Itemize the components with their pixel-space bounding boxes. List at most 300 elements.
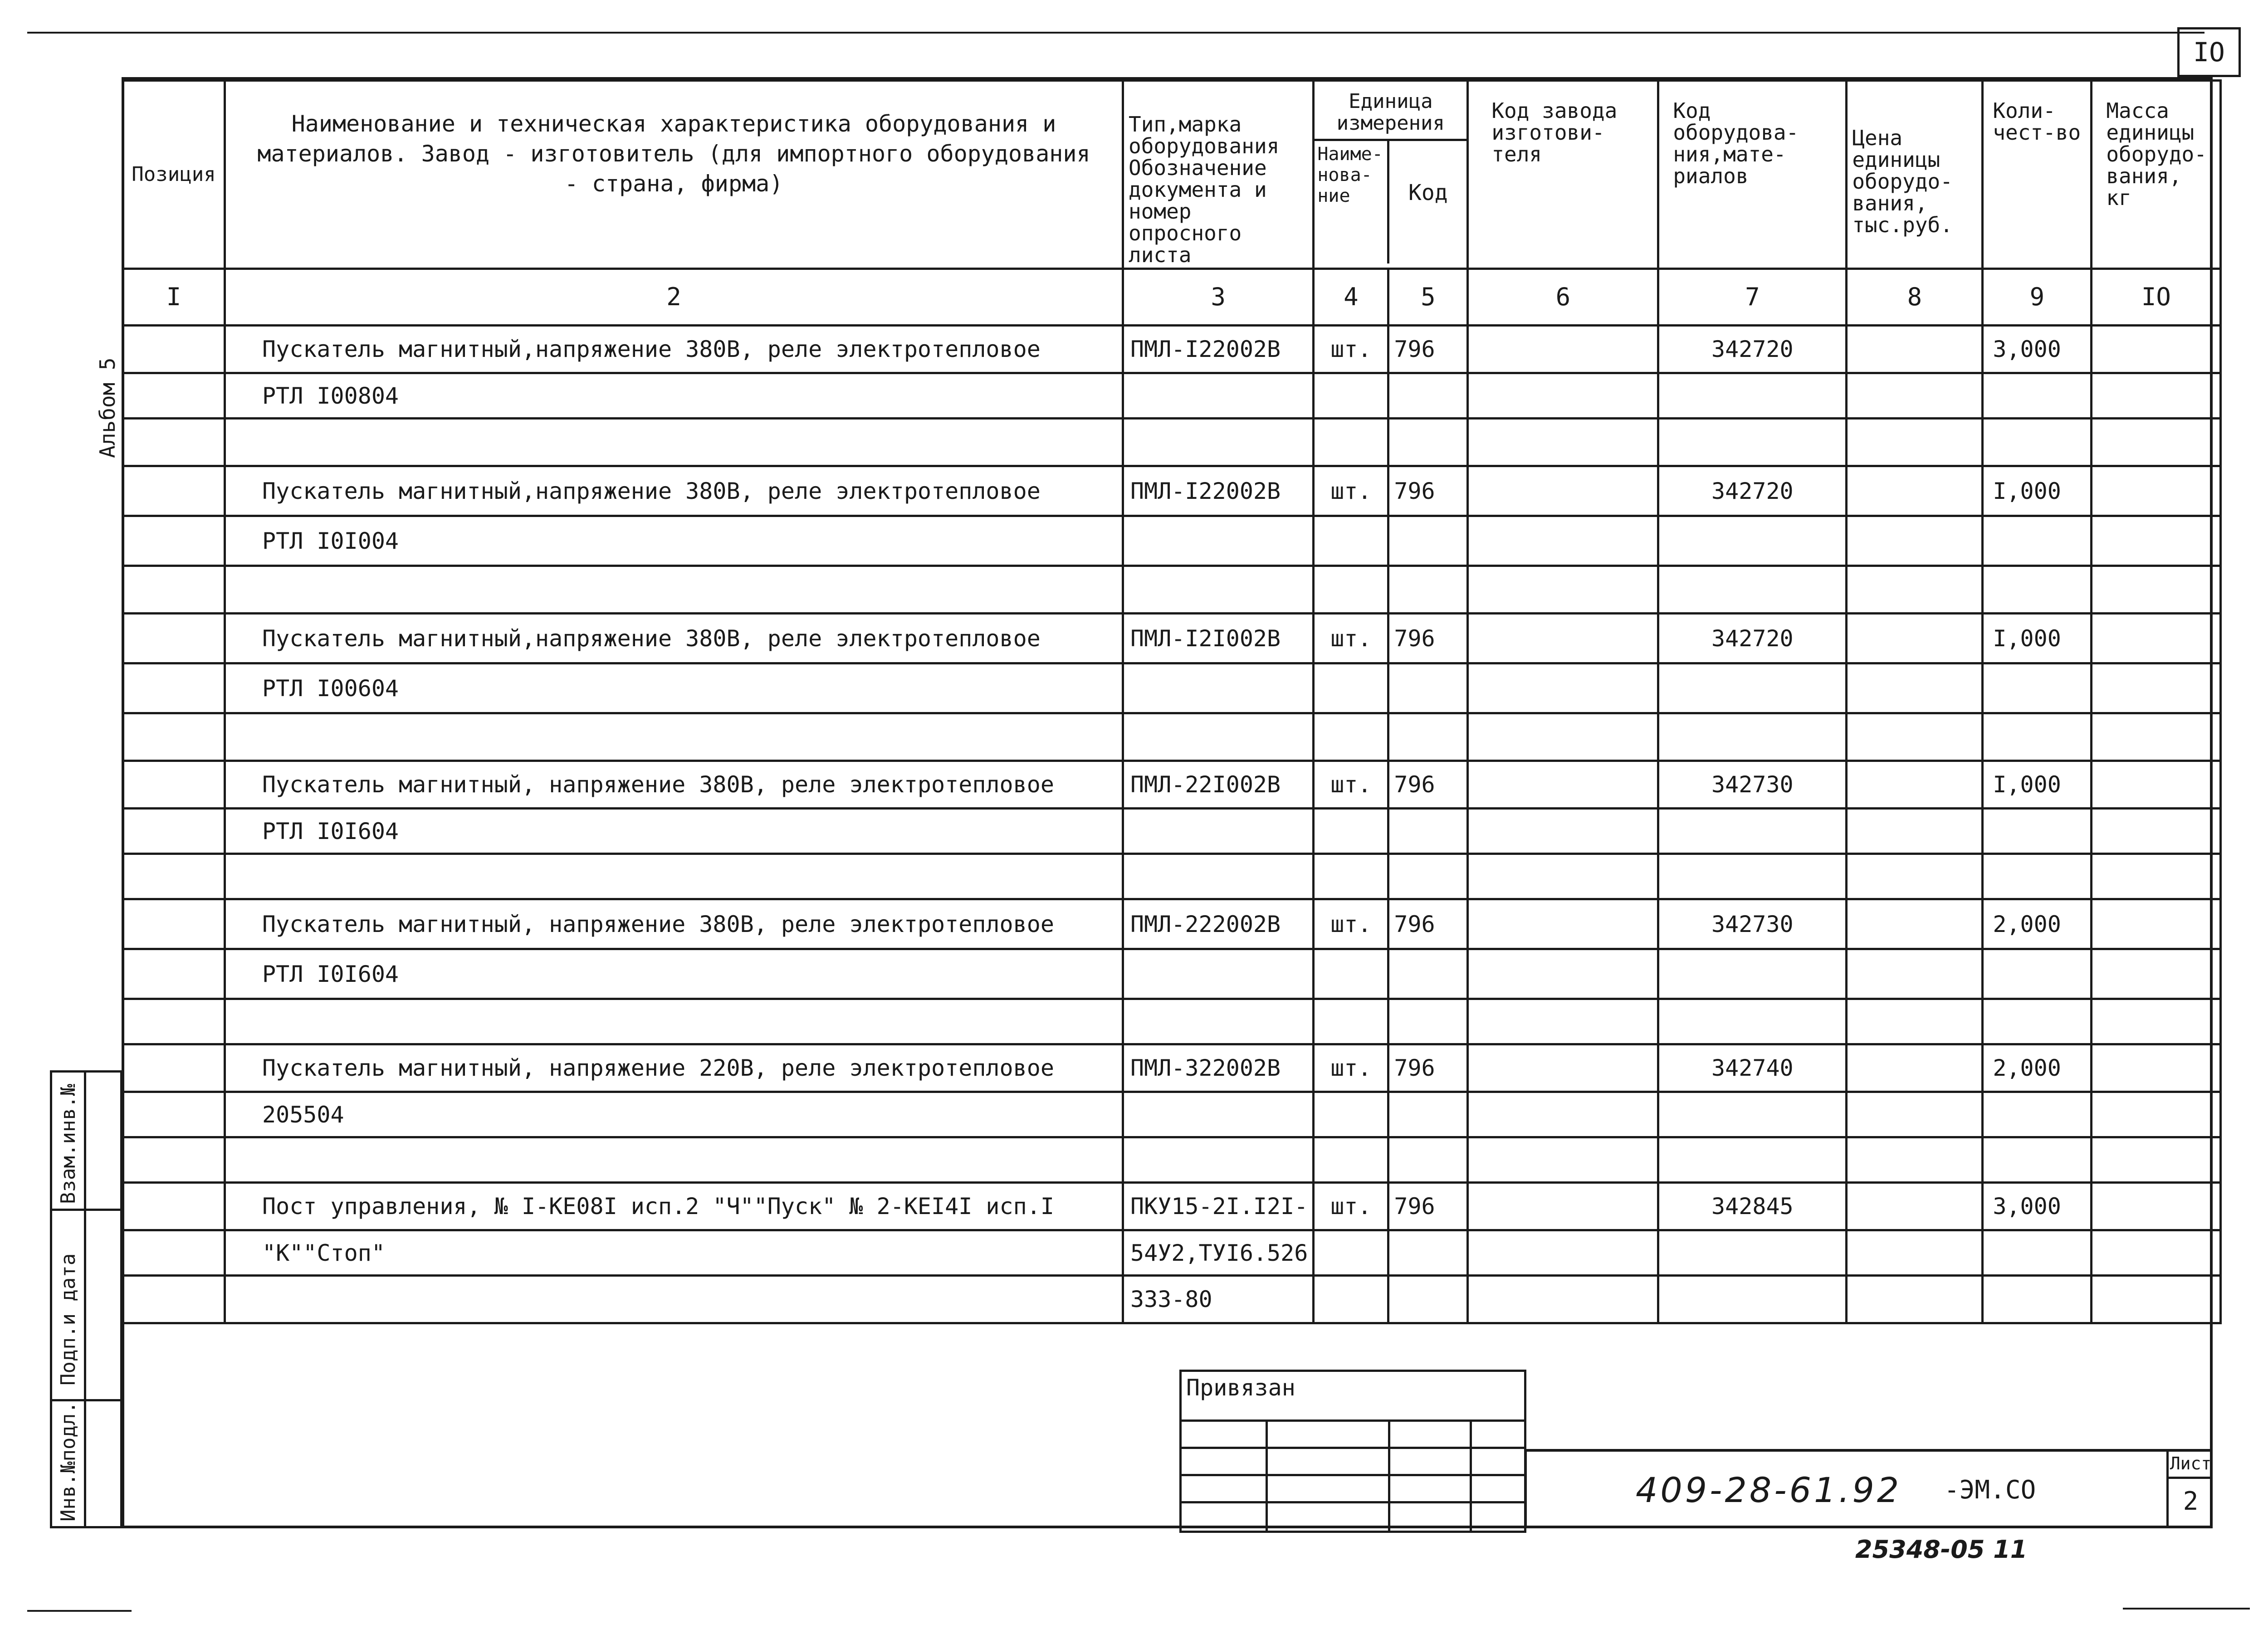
stamp-cell xyxy=(1471,1502,1525,1532)
header-unit-title-text: Единица измерения xyxy=(1336,90,1445,135)
cell-position xyxy=(123,713,225,761)
cell-quantity: 3,000 xyxy=(1983,1183,2092,1230)
sheet-number-box xyxy=(2166,1452,2213,1528)
page-number: IO xyxy=(2193,37,2225,68)
cell-position xyxy=(123,466,225,516)
cell-unit: шт. xyxy=(1314,1183,1388,1230)
header-name-text: Наименование и техническая характеристика оборудования и материалов. Завод - изготовитель (для импортного оборудования - страна, фирма) xyxy=(257,111,1090,197)
colnum-7-text: 7 xyxy=(1745,283,1760,311)
stamp-cell xyxy=(1389,1421,1471,1448)
cell-name: Пост управления, № I-КЕ08I исп.2 "Ч""Пуск" № 2-КЕI4I исп.I xyxy=(225,1183,1123,1230)
cell-price xyxy=(1847,809,1983,854)
cell-quantity: I,000 xyxy=(1983,761,2092,809)
cell-equipment-code xyxy=(1658,1230,1847,1276)
cell-name: Пускатель магнитный,напряжение 380В, реле электротепловое xyxy=(225,614,1123,663)
sheet-number xyxy=(2169,1479,2213,1524)
colnum-4 xyxy=(1314,269,1388,326)
cell-type: 54У2,ТУI6.526 xyxy=(1123,1230,1314,1276)
table-row xyxy=(123,614,2221,663)
cell-type: ПМЛ-I2I002В xyxy=(1123,614,1314,663)
colnum-1 xyxy=(123,269,225,326)
cell-mass xyxy=(2092,419,2221,466)
cell-quantity: 3,000 xyxy=(1983,326,2092,373)
cell-mass xyxy=(2092,373,2221,419)
cell-unit-code xyxy=(1388,854,1468,899)
bottom-scan-line-right xyxy=(2123,1608,2250,1610)
stamp-cell xyxy=(1181,1502,1267,1532)
header-mass-text: Масса единицы оборудо-вания, кг xyxy=(2106,98,2207,210)
cell-quantity xyxy=(1983,1276,2092,1323)
title-block xyxy=(1524,1449,2213,1528)
cell-price xyxy=(1847,373,1983,419)
cell-equipment-code: 342720 xyxy=(1658,466,1847,516)
cell-type xyxy=(1123,516,1314,566)
cell-unit xyxy=(1314,373,1388,419)
table-row xyxy=(123,1137,2221,1183)
cell-mass xyxy=(2092,899,2221,949)
cell-factory-code xyxy=(1468,516,1658,566)
cell-mass xyxy=(2092,713,2221,761)
header-factory-code-text: Код завода изготови-теля xyxy=(1491,98,1618,166)
stamp-cell xyxy=(1267,1421,1389,1448)
cell-type xyxy=(1123,663,1314,713)
cell-equipment-code xyxy=(1658,809,1847,854)
column-number-row xyxy=(123,269,2221,326)
table-row xyxy=(123,663,2221,713)
cell-name xyxy=(225,854,1123,899)
cell-unit: шт. xyxy=(1314,614,1388,663)
cell-price xyxy=(1847,1092,1983,1137)
cell-name: РТЛ I00604 xyxy=(225,663,1123,713)
cell-equipment-code xyxy=(1658,713,1847,761)
cell-position xyxy=(123,1276,225,1323)
table-row xyxy=(123,373,2221,419)
cell-quantity xyxy=(1983,854,2092,899)
cell-name: "К""Стоп" xyxy=(225,1230,1123,1276)
colnum-6 xyxy=(1468,269,1658,326)
cell-unit xyxy=(1314,809,1388,854)
cell-unit-code xyxy=(1388,1092,1468,1137)
cell-type xyxy=(1123,1137,1314,1183)
cell-unit-code xyxy=(1388,1137,1468,1183)
cell-unit-code xyxy=(1388,566,1468,614)
cell-position xyxy=(123,999,225,1044)
cell-mass xyxy=(2092,663,2221,713)
header-factory-code xyxy=(1468,81,1658,269)
table-row xyxy=(123,1183,2221,1230)
cell-quantity xyxy=(1983,516,2092,566)
cell-unit-code xyxy=(1388,419,1468,466)
cell-type xyxy=(1123,419,1314,466)
cell-position xyxy=(123,516,225,566)
cell-price xyxy=(1847,419,1983,466)
cell-unit-code: 796 xyxy=(1388,1183,1468,1230)
cell-quantity: I,000 xyxy=(1983,614,2092,663)
cell-unit-code xyxy=(1388,373,1468,419)
cell-quantity xyxy=(1983,566,2092,614)
side-field-inventory xyxy=(57,1401,80,1522)
header-unit-name xyxy=(1315,141,1389,263)
cell-unit xyxy=(1314,1276,1388,1323)
cell-mass xyxy=(2092,999,2221,1044)
stamp-cell xyxy=(1389,1448,1471,1475)
header-mass xyxy=(2092,81,2221,269)
cell-unit: шт. xyxy=(1314,761,1388,809)
cell-type: ПМЛ-322002В xyxy=(1123,1044,1314,1092)
cell-type: ПКУ15-2I.I2I- xyxy=(1123,1183,1314,1230)
cell-price xyxy=(1847,516,1983,566)
table-row xyxy=(123,566,2221,614)
cell-equipment-code: 342845 xyxy=(1658,1183,1847,1230)
colnum-1-text: I xyxy=(166,283,181,311)
table-row xyxy=(123,516,2221,566)
stamp-cell xyxy=(1471,1475,1525,1502)
cell-name: Пускатель магнитный, напряжение 380В, реле электротепловое xyxy=(225,761,1123,809)
cell-equipment-code xyxy=(1658,419,1847,466)
stamp-cell xyxy=(1267,1448,1389,1475)
cell-factory-code xyxy=(1468,1230,1658,1276)
cell-type xyxy=(1123,713,1314,761)
side-field-replace-text: Взам.инв.№ xyxy=(57,1084,80,1204)
table-row xyxy=(123,949,2221,999)
cell-factory-code xyxy=(1468,713,1658,761)
colnum-9 xyxy=(1983,269,2092,326)
header-unit-title xyxy=(1315,82,1466,141)
cell-unit xyxy=(1314,1137,1388,1183)
cell-unit-code xyxy=(1388,1276,1468,1323)
cell-unit xyxy=(1314,516,1388,566)
cell-name xyxy=(225,419,1123,466)
stamp-cell xyxy=(1181,1421,1267,1448)
colnum-8-text: 8 xyxy=(1907,283,1922,311)
top-margin-line xyxy=(27,32,2204,34)
cell-position xyxy=(123,854,225,899)
cell-position xyxy=(123,1092,225,1137)
cell-unit-code: 796 xyxy=(1388,1044,1468,1092)
drawing-suffix xyxy=(1944,1475,2036,1505)
side-field-signature-text: Подп.и дата xyxy=(57,1253,80,1385)
cell-quantity xyxy=(1983,713,2092,761)
cell-factory-code xyxy=(1468,1044,1658,1092)
cell-quantity xyxy=(1983,663,2092,713)
cell-factory-code xyxy=(1468,466,1658,516)
cell-price xyxy=(1847,326,1983,373)
cell-price xyxy=(1847,466,1983,516)
specification-table xyxy=(122,79,2222,1324)
side-stamp xyxy=(50,1070,122,1528)
cell-type xyxy=(1123,809,1314,854)
cell-unit: шт. xyxy=(1314,899,1388,949)
cell-equipment-code: 342720 xyxy=(1658,614,1847,663)
cell-type xyxy=(1123,566,1314,614)
cell-name xyxy=(225,1276,1123,1323)
cell-position xyxy=(123,761,225,809)
header-equipment-code xyxy=(1658,81,1847,269)
cell-price xyxy=(1847,761,1983,809)
cell-unit xyxy=(1314,566,1388,614)
header-unit-code-text: Код xyxy=(1408,180,1448,205)
stamp-cell xyxy=(1181,1448,1267,1475)
cell-position xyxy=(123,809,225,854)
table-row xyxy=(123,1044,2221,1092)
colnum-10 xyxy=(2092,269,2221,326)
cell-equipment-code xyxy=(1658,373,1847,419)
cell-factory-code xyxy=(1468,663,1658,713)
cell-factory-code xyxy=(1468,999,1658,1044)
cell-factory-code xyxy=(1468,373,1658,419)
cell-position xyxy=(123,419,225,466)
cell-mass xyxy=(2092,516,2221,566)
cell-factory-code xyxy=(1468,899,1658,949)
cell-unit-code: 796 xyxy=(1388,899,1468,949)
stamp-cell xyxy=(1471,1448,1525,1475)
table-row xyxy=(123,899,2221,949)
drawing-code xyxy=(1636,1470,1901,1510)
cell-name: Пускатель магнитный,напряжение 380В, реле электротепловое xyxy=(225,326,1123,373)
cell-equipment-code xyxy=(1658,516,1847,566)
table-row xyxy=(123,809,2221,854)
cell-price xyxy=(1847,566,1983,614)
cell-position xyxy=(123,1230,225,1276)
cell-mass xyxy=(2092,466,2221,516)
cell-equipment-code: 342720 xyxy=(1658,326,1847,373)
header-quantity xyxy=(1983,81,2092,269)
colnum-4-text: 4 xyxy=(1344,283,1359,311)
cell-quantity xyxy=(1983,1092,2092,1137)
cell-type xyxy=(1123,854,1314,899)
cell-name: РТЛ I0I604 xyxy=(225,949,1123,999)
table-row xyxy=(123,1092,2221,1137)
cell-unit xyxy=(1314,1230,1388,1276)
cell-factory-code xyxy=(1468,419,1658,466)
cell-quantity: I,000 xyxy=(1983,466,2092,516)
colnum-2 xyxy=(225,269,1123,326)
cell-equipment-code xyxy=(1658,1276,1847,1323)
cell-price xyxy=(1847,1044,1983,1092)
cell-quantity xyxy=(1983,1230,2092,1276)
cell-mass xyxy=(2092,809,2221,854)
stamp-cell xyxy=(1471,1421,1525,1448)
cell-price xyxy=(1847,1276,1983,1323)
header-position xyxy=(123,81,225,269)
cell-equipment-code xyxy=(1658,1092,1847,1137)
colnum-10-text: IO xyxy=(2141,283,2171,311)
header-type xyxy=(1123,81,1314,269)
cell-name: Пускатель магнитный, напряжение 220В, реле электротепловое xyxy=(225,1044,1123,1092)
colnum-7 xyxy=(1658,269,1847,326)
stamp-cell xyxy=(1267,1475,1389,1502)
cell-name: Пускатель магнитный,напряжение 380В, реле электротепловое xyxy=(225,466,1123,516)
header-price-text: Цена единицы оборудо-вания, тыс.руб. xyxy=(1852,126,1953,237)
cell-mass xyxy=(2092,1230,2221,1276)
table-row xyxy=(123,999,2221,1044)
side-field-inventory-text: Инв.№подл. xyxy=(57,1401,80,1522)
cell-type xyxy=(1123,373,1314,419)
sheet-label xyxy=(2169,1452,2213,1479)
cell-mass xyxy=(2092,566,2221,614)
cell-name xyxy=(225,999,1123,1044)
cell-price xyxy=(1847,614,1983,663)
cell-mass xyxy=(2092,761,2221,809)
cell-mass xyxy=(2092,1183,2221,1230)
header-unit-group xyxy=(1314,81,1468,269)
cell-unit-code xyxy=(1388,999,1468,1044)
cell-price xyxy=(1847,854,1983,899)
cell-unit xyxy=(1314,419,1388,466)
cell-unit xyxy=(1314,713,1388,761)
cell-equipment-code xyxy=(1658,1137,1847,1183)
cell-type xyxy=(1123,1092,1314,1137)
cell-unit-code: 796 xyxy=(1388,466,1468,516)
cell-unit: шт. xyxy=(1314,326,1388,373)
cell-factory-code xyxy=(1468,809,1658,854)
cell-equipment-code xyxy=(1658,999,1847,1044)
cell-position xyxy=(123,899,225,949)
approval-stamp xyxy=(1179,1370,1526,1533)
cell-position xyxy=(123,373,225,419)
cell-mass xyxy=(2092,949,2221,999)
stamp-label-cell xyxy=(1181,1371,1525,1421)
cell-mass xyxy=(2092,326,2221,373)
cell-position xyxy=(123,663,225,713)
sheet-label-text: Лист xyxy=(2170,1454,2212,1473)
table-row xyxy=(123,466,2221,516)
cell-name: 205504 xyxy=(225,1092,1123,1137)
cell-mass xyxy=(2092,1044,2221,1092)
cell-unit xyxy=(1314,663,1388,713)
cell-equipment-code xyxy=(1658,854,1847,899)
cell-price xyxy=(1847,1230,1983,1276)
colnum-9-text: 9 xyxy=(2029,283,2045,311)
page-number-box xyxy=(2177,27,2241,77)
cell-mass xyxy=(2092,1092,2221,1137)
stamp-label: Привязан xyxy=(1186,1375,1295,1401)
cell-quantity xyxy=(1983,999,2092,1044)
cell-quantity xyxy=(1983,373,2092,419)
header-unit-name-text: Наиме-нова-ние xyxy=(1317,144,1383,206)
cell-position xyxy=(123,1137,225,1183)
cell-unit-code xyxy=(1388,809,1468,854)
colnum-6-text: 6 xyxy=(1555,283,1571,311)
cell-position xyxy=(123,566,225,614)
cell-unit-code xyxy=(1388,949,1468,999)
cell-unit-code xyxy=(1388,663,1468,713)
cell-position xyxy=(123,1183,225,1230)
cell-position xyxy=(123,1044,225,1092)
cell-price xyxy=(1847,899,1983,949)
cell-price xyxy=(1847,713,1983,761)
cell-mass xyxy=(2092,1137,2221,1183)
cell-type: ПМЛ-I22002В xyxy=(1123,326,1314,373)
stamp-cell xyxy=(1389,1502,1471,1532)
header-name xyxy=(225,81,1123,269)
cell-factory-code xyxy=(1468,326,1658,373)
cell-equipment-code: 342730 xyxy=(1658,761,1847,809)
cell-name xyxy=(225,713,1123,761)
cell-unit xyxy=(1314,949,1388,999)
cell-name: Пускатель магнитный, напряжение 380В, реле электротепловое xyxy=(225,899,1123,949)
table-row xyxy=(123,1276,2221,1323)
drawing-code-text: 409-28-61.92 xyxy=(1636,1470,1902,1510)
cell-factory-code xyxy=(1468,1276,1658,1323)
cell-name: РТЛ I0I004 xyxy=(225,516,1123,566)
cell-factory-code xyxy=(1468,1183,1658,1230)
cell-quantity xyxy=(1983,419,2092,466)
table-row xyxy=(123,1230,2221,1276)
header-unit-code xyxy=(1389,141,1466,263)
side-field-signature xyxy=(57,1254,80,1385)
cell-unit-code: 796 xyxy=(1388,614,1468,663)
table-row xyxy=(123,761,2221,809)
cell-name xyxy=(225,1137,1123,1183)
header-quantity-text: Коли-чест-во xyxy=(1993,98,2081,145)
stamp-cell xyxy=(1181,1475,1267,1502)
table-row xyxy=(123,419,2221,466)
cell-type xyxy=(1123,999,1314,1044)
album-label xyxy=(95,357,120,458)
album-text: Альбом 5 xyxy=(95,357,120,458)
cell-name xyxy=(225,566,1123,614)
cell-quantity xyxy=(1983,809,2092,854)
cell-quantity: 2,000 xyxy=(1983,899,2092,949)
cell-equipment-code: 342730 xyxy=(1658,899,1847,949)
stamp-cell xyxy=(1389,1475,1471,1502)
cell-price xyxy=(1847,1137,1983,1183)
table-row xyxy=(123,713,2221,761)
cell-factory-code xyxy=(1468,854,1658,899)
cell-price xyxy=(1847,999,1983,1044)
cell-equipment-code: 342740 xyxy=(1658,1044,1847,1092)
cell-position xyxy=(123,949,225,999)
colnum-8 xyxy=(1847,269,1983,326)
cell-factory-code xyxy=(1468,1137,1658,1183)
cell-type: ПМЛ-222002В xyxy=(1123,899,1314,949)
cell-factory-code xyxy=(1468,761,1658,809)
cell-name: РТЛ I0I604 xyxy=(225,809,1123,854)
cell-quantity xyxy=(1983,949,2092,999)
table-row xyxy=(123,326,2221,373)
cell-position xyxy=(123,326,225,373)
cell-quantity xyxy=(1983,1137,2092,1183)
side-field-replace xyxy=(57,1084,80,1204)
cell-equipment-code xyxy=(1658,663,1847,713)
cell-name: РТЛ I00804 xyxy=(225,373,1123,419)
cell-factory-code xyxy=(1468,566,1658,614)
drawing-suffix-text: -ЭМ.СО xyxy=(1944,1475,2036,1505)
colnum-5 xyxy=(1388,269,1468,326)
cell-equipment-code xyxy=(1658,566,1847,614)
cell-quantity: 2,000 xyxy=(1983,1044,2092,1092)
cell-mass xyxy=(2092,854,2221,899)
cell-unit-code: 796 xyxy=(1388,326,1468,373)
colnum-2-text: 2 xyxy=(666,283,681,311)
cell-equipment-code xyxy=(1658,949,1847,999)
cell-unit-code xyxy=(1388,713,1468,761)
cell-factory-code xyxy=(1468,949,1658,999)
cell-type xyxy=(1123,949,1314,999)
archive-number-text: 25348-05 11 xyxy=(1855,1535,2028,1564)
side-stamp-divider xyxy=(84,1073,86,1526)
stamp-cell xyxy=(1267,1502,1389,1532)
cell-unit-code xyxy=(1388,516,1468,566)
cell-unit xyxy=(1314,1092,1388,1137)
colnum-3 xyxy=(1123,269,1314,326)
cell-price xyxy=(1847,949,1983,999)
header-row xyxy=(123,81,2221,269)
cell-unit xyxy=(1314,999,1388,1044)
side-stamp-hline-1 xyxy=(52,1209,120,1211)
header-equipment-code-text: Код оборудова-ния,мате-риалов xyxy=(1673,98,1799,188)
